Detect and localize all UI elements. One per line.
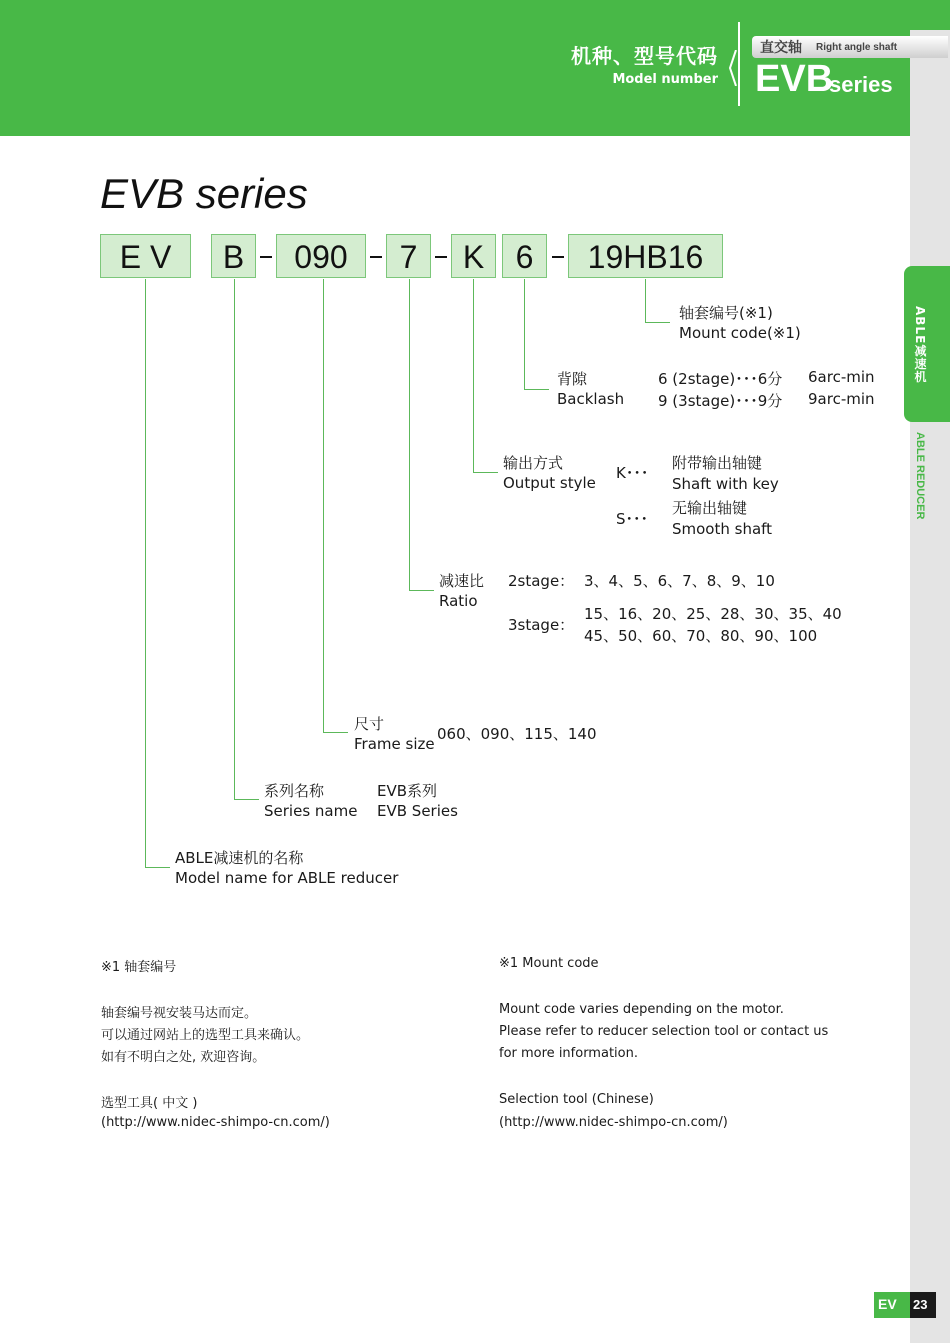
connector-series-h <box>234 799 259 800</box>
output-s-en: Smooth shaft <box>672 520 773 538</box>
model-en: Model name for ABLE reducer <box>175 869 399 887</box>
connector-model-h <box>145 867 170 868</box>
output-s-code: S･･･ <box>616 510 649 528</box>
note-right-line2: Please refer to reducer selection tool or contact us <box>499 1024 829 1039</box>
code-segment-mount: 19HB16 <box>568 234 723 278</box>
header-series-name: EVB <box>755 58 834 100</box>
output-k-cn: 附带输出轴键 <box>672 454 763 472</box>
series-en: Series name <box>264 802 358 820</box>
chevron-icon <box>728 50 738 86</box>
backlash-en: Backlash <box>557 390 625 408</box>
note-right-heading: ※1 Mount code <box>499 956 599 971</box>
ratio-en: Ratio <box>439 592 478 610</box>
series-value-en: EVB Series <box>377 802 458 820</box>
ratio-3stage-values-2: 45、50、60、70、80、90、100 <box>584 627 818 645</box>
output-k-en: Shaft with key <box>672 475 779 493</box>
shaft-tag-cn: 直交轴 <box>760 40 802 56</box>
connector-backlash <box>524 279 525 389</box>
connector-frame-h <box>323 732 348 733</box>
code-segment-output: K <box>451 234 496 278</box>
backlash-row2: 9 (3stage)･･･9分 <box>658 392 783 410</box>
code-dash <box>552 256 564 258</box>
page-title: EVB series <box>100 170 308 217</box>
backlash-row2-value: 9arc-min <box>808 390 875 408</box>
output-en: Output style <box>503 474 596 492</box>
frame-en: Frame size <box>354 735 435 753</box>
code-segment-frame: 090 <box>276 234 366 278</box>
note-left-line2: 可以通过网站上的选型工具来确认。 <box>101 1028 310 1043</box>
ratio-2stage-label: 2stage： <box>508 572 575 590</box>
shaft-tag-en: Right angle shaft <box>816 42 898 53</box>
ratio-3stage-values-1: 15、16、20、25、28、30、35、40 <box>584 605 842 623</box>
code-segment-ev: E V <box>100 234 191 278</box>
code-dash <box>260 256 272 258</box>
model-cn: ABLE减速机的名称 <box>175 849 304 867</box>
backlash-row1-value: 6arc-min <box>808 368 875 386</box>
note-left-tool-url[interactable]: (http://www.nidec-shimpo-cn.com/) <box>101 1115 330 1130</box>
ratio-2stage-values: 3、4、5、6、7、8、9、10 <box>584 572 775 590</box>
series-cn: 系列名称 <box>264 782 325 800</box>
side-tab-label: ABLE减速机 <box>913 306 927 384</box>
mount-code-cn: 轴套编号(※1) <box>679 304 773 322</box>
note-left-heading: ※1 轴套编号 <box>101 960 177 975</box>
ratio-3stage-label: 3stage： <box>508 616 575 634</box>
connector-mount-h <box>645 322 670 323</box>
backlash-cn: 背隙 <box>557 370 588 388</box>
code-segment-series: B <box>211 234 256 278</box>
code-dash <box>370 256 382 258</box>
connector-output-h <box>473 472 498 473</box>
connector-series <box>234 279 235 799</box>
side-reducer-label: ABLE REDUCER <box>914 432 926 520</box>
code-segment-backlash: 6 <box>502 234 547 278</box>
header-title-cn: 机种、型号代码 <box>571 44 718 68</box>
ratio-cn: 减速比 <box>439 572 485 590</box>
side-strip-top <box>910 0 950 30</box>
connector-model <box>145 279 146 867</box>
connector-ratio-h <box>409 590 434 591</box>
note-right-line3: for more information. <box>499 1046 638 1061</box>
output-k-code: K･･･ <box>616 464 649 482</box>
frame-values: 060、090、115、140 <box>437 725 597 743</box>
series-value-cn: EVB系列 <box>377 782 438 800</box>
output-s-cn: 无输出轴键 <box>672 499 748 517</box>
connector-frame <box>323 279 324 732</box>
connector-backlash-h <box>524 389 549 390</box>
code-segment-ratio: 7 <box>386 234 431 278</box>
note-left-line1: 轴套编号视安装马达而定。 <box>101 1006 258 1021</box>
header-title-en: Model number <box>612 72 718 87</box>
connector-mount <box>645 279 646 322</box>
mount-code-en: Mount code(※1) <box>679 324 801 342</box>
note-right-tool-url[interactable]: (http://www.nidec-shimpo-cn.com/) <box>499 1115 728 1130</box>
page-section-label: EV <box>878 1296 897 1312</box>
side-strip <box>910 0 950 1343</box>
code-dash <box>435 256 447 258</box>
note-right-line1: Mount code varies depending on the motor. <box>499 1002 784 1017</box>
header-series-suffix: series <box>829 72 893 97</box>
frame-cn: 尺寸 <box>354 715 385 733</box>
output-cn: 输出方式 <box>503 454 564 472</box>
note-left-tool-heading: 选型工具( 中文 ) <box>101 1096 198 1111</box>
note-right-tool-heading: Selection tool (Chinese) <box>499 1092 654 1107</box>
note-left-line3: 如有不明白之处, 欢迎咨询。 <box>101 1050 266 1065</box>
connector-output <box>473 279 474 472</box>
connector-ratio <box>409 279 410 590</box>
header-divider <box>738 22 740 106</box>
backlash-row1: 6 (2stage)･･･6分 <box>658 370 783 388</box>
page-number: 23 <box>913 1297 928 1312</box>
